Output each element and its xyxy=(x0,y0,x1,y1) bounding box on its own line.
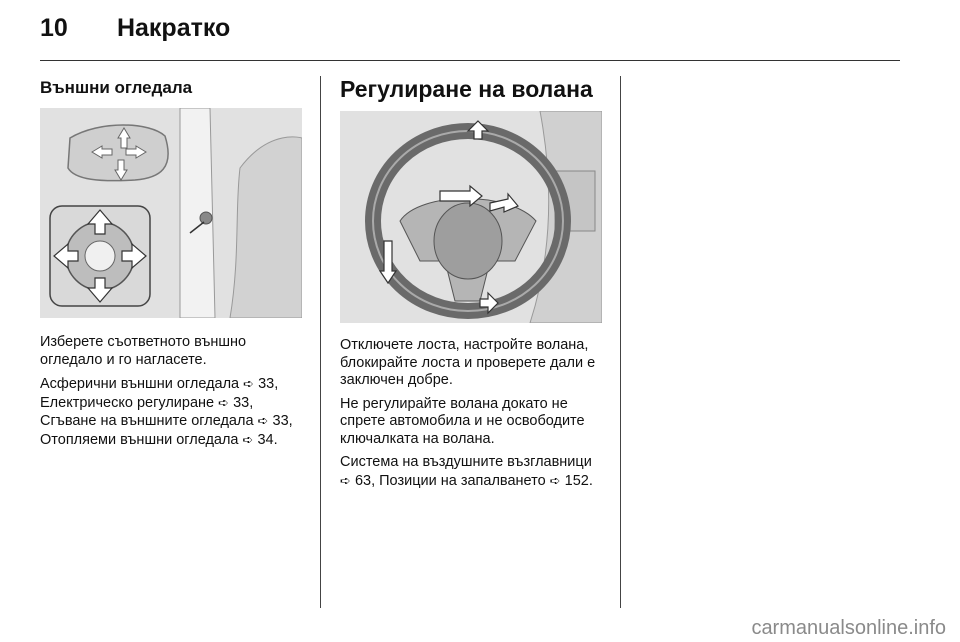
page-reference-arrow-icon: ➪ xyxy=(242,431,254,447)
column-divider xyxy=(620,76,621,608)
section-heading-mirrors: Външни огледала xyxy=(40,78,193,97)
ref-electric: 33, Електрическо регулиране xyxy=(40,376,279,411)
ref-ignition: 63, Позиции на запалването xyxy=(354,472,546,489)
page-reference-arrow-icon: ➪ xyxy=(549,472,561,488)
ref-heated-page: 34. xyxy=(257,431,278,448)
page-number: 10 xyxy=(40,14,68,42)
header-divider xyxy=(40,60,900,61)
page-reference-arrow-icon: ➪ xyxy=(340,472,351,488)
paragraph-warning: Не регулирайте волана докато не спрете автомобила и не освободите ключалката на волана. xyxy=(340,395,585,447)
ref-heated: 33, Отопляеми външни огледала xyxy=(40,413,293,448)
paragraph-select-mirror: Изберете съответното външно огледало и го нагласете. xyxy=(40,334,247,368)
ref-airbag: Система на въздушните възглавници xyxy=(340,454,592,470)
paragraph-unlock-lever: Отключете лоста, настройте волана, блокирайте лоста и проверете дали е заключен добре. xyxy=(340,337,596,388)
watermark: carmanualsonline.info xyxy=(751,617,946,639)
paragraph-mirror-references xyxy=(40,375,302,449)
mirror-illustration xyxy=(40,108,302,318)
column-divider xyxy=(320,76,321,608)
page-reference-arrow-icon: ➪ xyxy=(218,394,230,410)
paragraph-steering-references xyxy=(340,454,602,490)
section-heading-steering: Регулиране на волана xyxy=(340,76,593,102)
page-header xyxy=(40,14,230,43)
steering-wheel-illustration xyxy=(340,111,602,323)
page-title: Накратко xyxy=(116,14,231,42)
page-reference-arrow-icon: ➪ xyxy=(257,413,269,428)
ref-aspheric: Асферични външни огледала xyxy=(40,376,240,392)
page-reference-arrow-icon: ➪ xyxy=(243,376,255,391)
column-steering xyxy=(340,76,602,496)
ref-folding: 33, Сгъване на външните огледала xyxy=(40,394,254,429)
ref-ignition-page: 152. xyxy=(564,472,593,489)
column-mirrors xyxy=(40,78,302,455)
